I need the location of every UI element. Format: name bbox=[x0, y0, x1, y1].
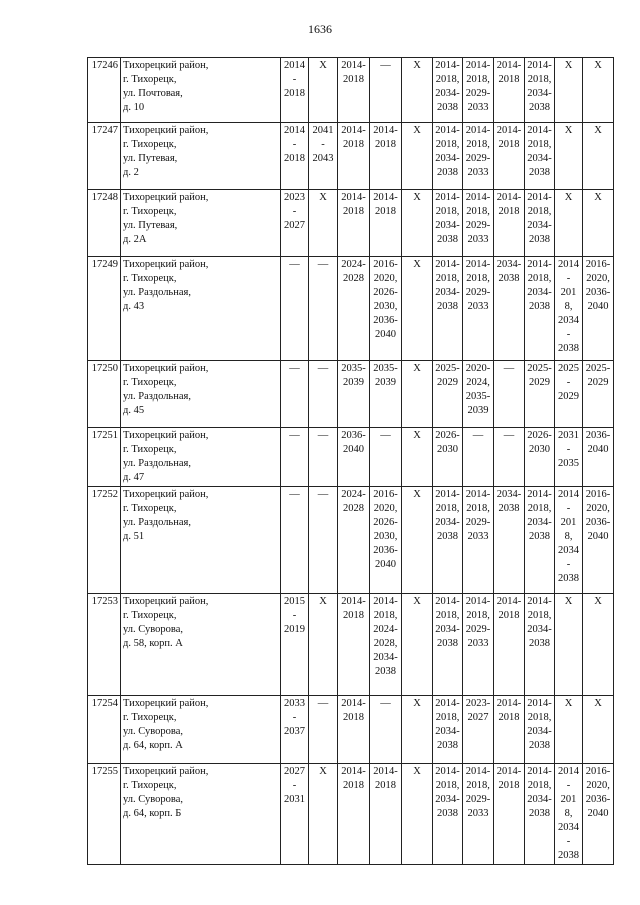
row-number: 17251 bbox=[88, 428, 121, 487]
period-cell bbox=[583, 190, 614, 257]
period-text: 2014- 2018 bbox=[496, 766, 522, 791]
period-cell bbox=[370, 428, 402, 487]
period-text: X bbox=[594, 60, 602, 71]
period-text: 2014- 2018, 2034- 2038 bbox=[435, 192, 460, 245]
period-cell bbox=[463, 764, 494, 865]
period-text: 2014- 2018, 2034- 2038 bbox=[435, 766, 460, 819]
period-cell bbox=[433, 696, 463, 764]
address-cell bbox=[121, 594, 281, 696]
period-cell bbox=[494, 428, 525, 487]
period-text: 2016- 2020, 2026- 2030, 2036- 2040 bbox=[373, 489, 398, 570]
address-cell bbox=[121, 428, 281, 487]
period-text: 2014- 2018 bbox=[341, 698, 366, 723]
period-text: 2014- 2018, 2034- 2038 bbox=[527, 125, 552, 178]
period-text: 2014- 2018, 2034- 2038 bbox=[527, 596, 552, 649]
table-row bbox=[88, 257, 614, 361]
table-row bbox=[88, 361, 614, 428]
period-text: X bbox=[413, 698, 421, 709]
period-cell bbox=[281, 190, 309, 257]
period-text: 2025- 2029 bbox=[558, 363, 579, 402]
period-cell bbox=[583, 487, 614, 594]
period-text: — bbox=[317, 363, 329, 374]
period-cell bbox=[525, 428, 555, 487]
period-text: 2014- 2018 bbox=[496, 698, 522, 723]
page-number: 1636 bbox=[308, 22, 332, 36]
period-text: X bbox=[319, 766, 327, 777]
period-cell bbox=[555, 257, 583, 361]
period-text: X bbox=[564, 596, 573, 607]
period-text: 2014- 2018, 2034- 2038 bbox=[435, 698, 460, 751]
period-text: 2025- 2029 bbox=[435, 363, 460, 388]
period-text: 2014- 2018, 2029- 2033 bbox=[465, 596, 491, 649]
address-cell bbox=[121, 487, 281, 594]
period-cell bbox=[463, 257, 494, 361]
period-text: 2014- 2018 bbox=[496, 125, 522, 150]
period-text: 2016- 2020, 2036- 2040 bbox=[585, 489, 611, 542]
period-text: 2016- 2020, 2036- 2040 bbox=[585, 259, 611, 312]
period-cell bbox=[525, 594, 555, 696]
period-text: X bbox=[413, 125, 421, 136]
period-cell bbox=[583, 764, 614, 865]
period-cell bbox=[309, 190, 338, 257]
period-text: X bbox=[413, 259, 421, 270]
period-text: — bbox=[503, 363, 515, 374]
period-cell bbox=[433, 190, 463, 257]
period-text: 2025- 2029 bbox=[585, 363, 611, 388]
table-row bbox=[88, 58, 614, 123]
period-text: 2014- 2018, 2034- 2038 bbox=[435, 259, 460, 312]
row-number: 17254 bbox=[88, 696, 121, 764]
period-text: X bbox=[413, 363, 421, 374]
period-text: 2014- 2018, 2034- 2038 bbox=[435, 596, 460, 649]
period-cell bbox=[402, 487, 433, 594]
period-cell bbox=[555, 594, 583, 696]
period-text: X bbox=[413, 430, 421, 441]
period-text: 2014- 2018 bbox=[341, 192, 366, 217]
period-cell bbox=[281, 257, 309, 361]
period-cell bbox=[555, 428, 583, 487]
period-text: X bbox=[413, 60, 421, 71]
period-text: 2016- 2020, 2036- 2040 bbox=[585, 766, 611, 819]
period-text: 2014- 2018, 2034- 2038 bbox=[558, 259, 579, 354]
period-text: — bbox=[380, 60, 391, 71]
period-text: 2014- 2018, 2034- 2038 bbox=[435, 60, 460, 113]
period-text: 2014- 2018, 2034- 2038 bbox=[527, 766, 552, 819]
address-cell bbox=[121, 123, 281, 190]
period-text: X bbox=[564, 192, 573, 203]
period-cell bbox=[494, 257, 525, 361]
period-text: 2014- 2018, 2029- 2033 bbox=[465, 60, 491, 113]
period-cell bbox=[494, 487, 525, 594]
period-cell bbox=[433, 487, 463, 594]
period-cell bbox=[433, 594, 463, 696]
period-text: 2014- 2018 bbox=[373, 125, 398, 150]
table-row bbox=[88, 190, 614, 257]
period-cell bbox=[370, 487, 402, 594]
period-cell bbox=[338, 487, 370, 594]
address-text: Тихорецкий район, г. Тихорецк, ул. Почтовая, д. 10 bbox=[123, 60, 209, 113]
row-number: 17253 bbox=[88, 594, 121, 696]
period-cell bbox=[463, 123, 494, 190]
period-text: 2014- 2018 bbox=[284, 125, 305, 164]
period-cell bbox=[370, 123, 402, 190]
address-cell bbox=[121, 696, 281, 764]
period-text: — bbox=[317, 698, 329, 709]
period-text: 2014- 2018 bbox=[373, 192, 398, 217]
period-cell bbox=[281, 696, 309, 764]
period-cell bbox=[525, 257, 555, 361]
period-cell bbox=[309, 361, 338, 428]
period-text: 2014- 2018 bbox=[341, 60, 366, 85]
period-text: 2035- 2039 bbox=[341, 363, 366, 388]
period-text: — bbox=[289, 259, 300, 270]
period-text: 2014- 2018 bbox=[496, 192, 522, 217]
period-cell bbox=[494, 123, 525, 190]
period-cell bbox=[494, 696, 525, 764]
period-text: 2015- 2019 bbox=[284, 596, 305, 635]
period-text: 2034- 2038 bbox=[496, 259, 522, 284]
period-text: 2027- 2031 bbox=[284, 766, 305, 805]
period-cell bbox=[370, 594, 402, 696]
period-text: 2014- 2018 bbox=[373, 766, 398, 791]
period-cell bbox=[525, 123, 555, 190]
period-text: 2026- 2030 bbox=[527, 430, 552, 455]
address-text: Тихорецкий район, г. Тихорецк, ул. Путевая, д. 2 bbox=[123, 125, 209, 178]
period-cell bbox=[555, 190, 583, 257]
address-text: Тихорецкий район, г. Тихорецк, ул. Суворова, д. 64, корп. Б bbox=[123, 766, 209, 819]
period-text: 2014- 2018, 2034- 2038 bbox=[558, 489, 579, 584]
row-number: 17252 bbox=[88, 487, 121, 594]
period-cell bbox=[402, 696, 433, 764]
period-text: 2014- 2018, 2029- 2033 bbox=[465, 766, 491, 819]
period-cell bbox=[463, 190, 494, 257]
period-cell bbox=[525, 190, 555, 257]
period-cell bbox=[555, 58, 583, 123]
period-cell bbox=[583, 58, 614, 123]
period-cell bbox=[402, 361, 433, 428]
period-text: 2041- 2043 bbox=[312, 125, 334, 164]
period-text: 2016- 2020, 2026- 2030, 2036- 2040 bbox=[373, 259, 398, 340]
table-row bbox=[88, 764, 614, 865]
period-text: 2014- 2018 bbox=[341, 596, 366, 621]
period-cell bbox=[338, 123, 370, 190]
period-cell bbox=[583, 594, 614, 696]
period-text: X bbox=[413, 596, 421, 607]
row-number: 17255 bbox=[88, 764, 121, 865]
period-cell bbox=[463, 361, 494, 428]
row-number: 17247 bbox=[88, 123, 121, 190]
period-text: 2020- 2024, 2035- 2039 bbox=[465, 363, 491, 416]
period-cell bbox=[525, 487, 555, 594]
period-text: X bbox=[594, 192, 602, 203]
period-cell bbox=[433, 428, 463, 487]
address-text: Тихорецкий район, г. Тихорецк, ул. Раздольная, д. 45 bbox=[123, 363, 209, 416]
period-text: 2023- 2027 bbox=[465, 698, 491, 723]
period-cell bbox=[281, 58, 309, 123]
period-cell bbox=[370, 257, 402, 361]
address-cell bbox=[121, 58, 281, 123]
period-cell bbox=[402, 594, 433, 696]
address-text: Тихорецкий район, г. Тихорецк, ул. Суворова, д. 64, корп. А bbox=[123, 698, 209, 751]
period-text: — bbox=[289, 489, 300, 500]
period-cell bbox=[525, 696, 555, 764]
period-text: 2014- 2018, 2024- 2028, 2034- 2038 bbox=[373, 596, 398, 677]
period-cell bbox=[309, 257, 338, 361]
period-cell bbox=[555, 764, 583, 865]
period-text: 2026- 2030 bbox=[435, 430, 460, 455]
table-row bbox=[88, 696, 614, 764]
period-cell bbox=[463, 696, 494, 764]
period-cell bbox=[281, 428, 309, 487]
period-cell bbox=[338, 428, 370, 487]
period-cell bbox=[281, 487, 309, 594]
period-text: 2014- 2018, 2034- 2038 bbox=[527, 698, 552, 751]
period-text: — bbox=[289, 363, 300, 374]
period-text: 2014- 2018 bbox=[341, 766, 366, 791]
row-number: 17246 bbox=[88, 58, 121, 123]
period-cell bbox=[555, 487, 583, 594]
period-text: X bbox=[594, 125, 602, 136]
period-cell bbox=[338, 58, 370, 123]
address-cell bbox=[121, 361, 281, 428]
period-text: 2014- 2018 bbox=[496, 60, 522, 85]
address-cell bbox=[121, 190, 281, 257]
row-number: 17249 bbox=[88, 257, 121, 361]
period-cell bbox=[338, 696, 370, 764]
period-cell bbox=[494, 361, 525, 428]
address-text: Тихорецкий район, г. Тихорецк, ул. Раздольная, д. 51 bbox=[123, 489, 209, 542]
period-cell bbox=[402, 428, 433, 487]
period-text: X bbox=[564, 60, 573, 71]
address-cell bbox=[121, 764, 281, 865]
period-text: 2033- 2037 bbox=[284, 698, 305, 737]
period-text: 2014- 2018, 2029- 2033 bbox=[465, 259, 491, 312]
period-text: — bbox=[317, 259, 329, 270]
period-text: 2035- 2039 bbox=[373, 363, 398, 388]
period-cell bbox=[281, 594, 309, 696]
period-text: — bbox=[380, 430, 391, 441]
period-text: 2014- 2018 bbox=[496, 596, 522, 621]
period-text: 2014- 2018, 2034- 2038 bbox=[435, 125, 460, 178]
period-cell bbox=[433, 257, 463, 361]
period-cell bbox=[463, 58, 494, 123]
period-cell bbox=[525, 58, 555, 123]
period-text: 2014- 2018, 2029- 2033 bbox=[465, 192, 491, 245]
period-cell bbox=[463, 428, 494, 487]
period-cell bbox=[281, 123, 309, 190]
period-text: X bbox=[319, 192, 327, 203]
period-cell bbox=[555, 696, 583, 764]
period-cell bbox=[370, 696, 402, 764]
period-cell bbox=[525, 361, 555, 428]
period-cell bbox=[402, 58, 433, 123]
period-text: 2014- 2018, 2034- 2038 bbox=[527, 192, 552, 245]
period-cell bbox=[402, 764, 433, 865]
period-text: — bbox=[472, 430, 484, 441]
period-text: 2014- 2018, 2034- 2038 bbox=[527, 259, 552, 312]
address-text: Тихорецкий район, г. Тихорецк, ул. Раздольная, д. 47 bbox=[123, 430, 209, 483]
period-text: — bbox=[289, 430, 300, 441]
period-cell bbox=[583, 257, 614, 361]
period-text: 2014- 2018, 2034- 2038 bbox=[527, 489, 552, 542]
period-text: X bbox=[413, 489, 421, 500]
period-cell bbox=[370, 764, 402, 865]
period-text: 2036- 2040 bbox=[341, 430, 366, 455]
period-cell bbox=[309, 696, 338, 764]
period-cell bbox=[370, 361, 402, 428]
period-cell bbox=[309, 123, 338, 190]
period-cell bbox=[433, 361, 463, 428]
period-cell bbox=[463, 487, 494, 594]
period-cell bbox=[370, 58, 402, 123]
period-cell bbox=[433, 123, 463, 190]
period-cell bbox=[583, 123, 614, 190]
period-cell bbox=[525, 764, 555, 865]
row-number: 17250 bbox=[88, 361, 121, 428]
period-text: — bbox=[317, 430, 329, 441]
period-cell bbox=[402, 123, 433, 190]
period-text: X bbox=[413, 766, 421, 777]
period-cell bbox=[309, 764, 338, 865]
period-cell bbox=[555, 123, 583, 190]
table-row bbox=[88, 594, 614, 696]
period-cell bbox=[494, 190, 525, 257]
period-text: 2023- 2027 bbox=[284, 192, 305, 231]
period-text: 2024- 2028 bbox=[341, 259, 366, 284]
period-text: 2014- 2018, 2029- 2033 bbox=[465, 125, 491, 178]
period-cell bbox=[463, 594, 494, 696]
period-cell bbox=[281, 361, 309, 428]
table-row bbox=[88, 428, 614, 487]
period-text: 2014- 2018, 2029- 2033 bbox=[465, 489, 491, 542]
period-text: X bbox=[594, 698, 602, 709]
period-text: X bbox=[319, 596, 327, 607]
period-cell bbox=[309, 428, 338, 487]
period-text: 2014- 2018 bbox=[284, 60, 305, 99]
period-cell bbox=[402, 190, 433, 257]
period-text: — bbox=[380, 698, 391, 709]
period-text: X bbox=[564, 125, 573, 136]
row-number: 17248 bbox=[88, 190, 121, 257]
period-cell bbox=[309, 58, 338, 123]
register-table bbox=[87, 57, 614, 865]
period-text: 2014- 2018, 2034- 2038 bbox=[558, 766, 579, 861]
address-text: Тихорецкий район, г. Тихорецк, ул. Раздольная, д. 43 bbox=[123, 259, 209, 312]
period-cell bbox=[338, 764, 370, 865]
period-cell bbox=[583, 696, 614, 764]
period-text: X bbox=[594, 596, 602, 607]
period-cell bbox=[338, 190, 370, 257]
period-cell bbox=[370, 190, 402, 257]
period-cell bbox=[583, 428, 614, 487]
period-text: 2014- 2018, 2034- 2038 bbox=[527, 60, 552, 113]
period-cell bbox=[281, 764, 309, 865]
period-cell bbox=[309, 487, 338, 594]
period-cell bbox=[338, 257, 370, 361]
period-cell bbox=[583, 361, 614, 428]
period-cell bbox=[338, 594, 370, 696]
table-row bbox=[88, 123, 614, 190]
table-row bbox=[88, 487, 614, 594]
period-cell bbox=[555, 361, 583, 428]
period-text: 2034- 2038 bbox=[496, 489, 522, 514]
period-cell bbox=[338, 361, 370, 428]
period-text: 2036- 2040 bbox=[585, 430, 611, 455]
period-text: 2014- 2018 bbox=[341, 125, 366, 150]
period-text: 2031- 2035 bbox=[558, 430, 579, 469]
period-text: X bbox=[319, 60, 327, 71]
period-text: — bbox=[503, 430, 515, 441]
period-text: X bbox=[413, 192, 421, 203]
period-cell bbox=[433, 58, 463, 123]
address-text: Тихорецкий район, г. Тихорецк, ул. Путевая, д. 2А bbox=[123, 192, 209, 245]
period-text: 2025- 2029 bbox=[527, 363, 552, 388]
address-cell bbox=[121, 257, 281, 361]
period-cell bbox=[494, 764, 525, 865]
period-text: — bbox=[317, 489, 329, 500]
period-cell bbox=[494, 594, 525, 696]
period-cell bbox=[494, 58, 525, 123]
period-text: 2024- 2028 bbox=[341, 489, 366, 514]
address-text: Тихорецкий район, г. Тихорецк, ул. Суворова, д. 58, корп. А bbox=[123, 596, 209, 649]
period-text: 2014- 2018, 2034- 2038 bbox=[435, 489, 460, 542]
period-text: X bbox=[564, 698, 573, 709]
period-cell bbox=[309, 594, 338, 696]
period-cell bbox=[433, 764, 463, 865]
period-cell bbox=[402, 257, 433, 361]
